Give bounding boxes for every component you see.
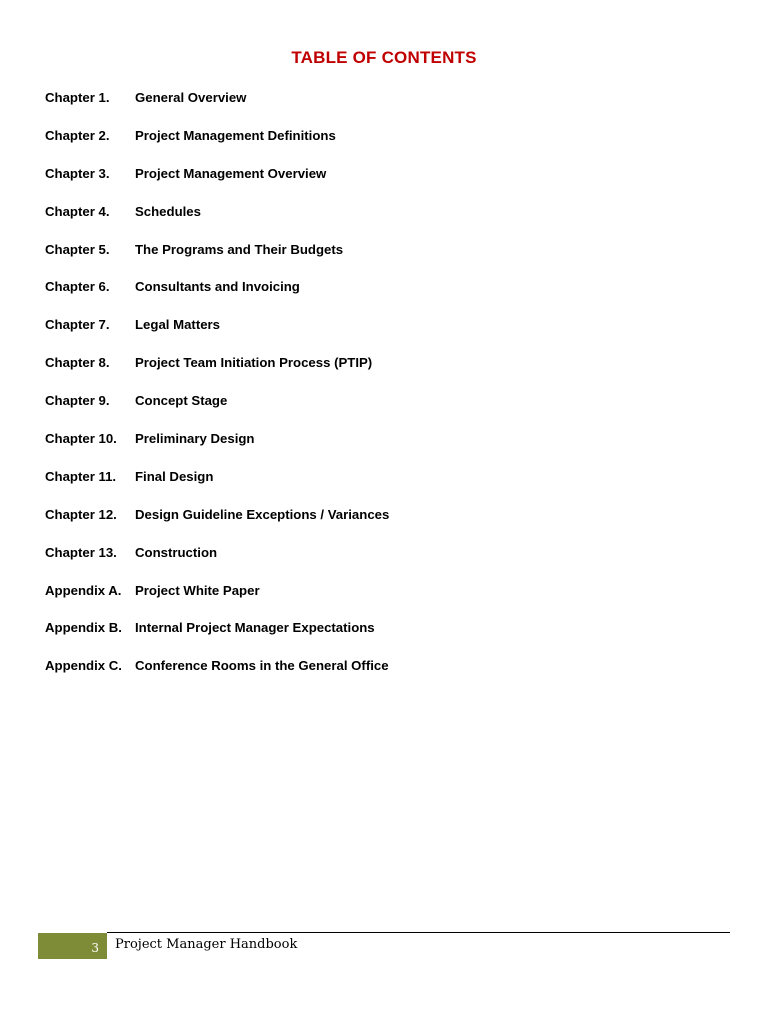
toc-entry-text: Schedules (135, 203, 201, 219)
toc-entry[interactable] (45, 202, 705, 240)
toc-entry-text: Project Management Definitions (135, 127, 336, 143)
toc-entry-label: Appendix B. (45, 620, 122, 636)
toc-entry[interactable] (45, 581, 705, 619)
toc-entry-text: Preliminary Design (135, 431, 255, 447)
footer-title: Project Manager Handbook (115, 937, 298, 952)
toc-entry[interactable] (45, 277, 705, 315)
toc-list (45, 88, 705, 694)
toc-entry[interactable] (45, 315, 705, 353)
toc-entry-label: Chapter 8. (45, 355, 110, 371)
toc-entry[interactable] (45, 467, 705, 505)
toc-entry-label: Chapter 2. (45, 127, 110, 143)
toc-entry-text: Conference Rooms in the General Office (135, 658, 389, 674)
toc-entry-text: Internal Project Manager Expectations (135, 620, 375, 636)
toc-entry-label: Chapter 9. (45, 393, 110, 409)
toc-entry-label: Chapter 12. (45, 506, 117, 522)
toc-entry-text: Construction (135, 544, 218, 560)
toc-entry[interactable] (45, 429, 705, 467)
toc-entry[interactable] (45, 391, 705, 429)
toc-entry-label: Chapter 11. (45, 468, 117, 484)
toc-entry[interactable] (45, 656, 705, 694)
toc-entry-text: Legal Matters (135, 317, 221, 333)
footer-rule (107, 932, 730, 933)
toc-entry-text: Consultants and Invoicing (135, 279, 300, 295)
toc-entry-label: Chapter 5. (45, 241, 110, 257)
toc-entry-text: Project Management Overview (135, 165, 327, 181)
toc-entry[interactable] (45, 88, 705, 126)
toc-entry[interactable] (45, 543, 705, 581)
page-number: 3 (91, 941, 99, 955)
toc-entry-label: Chapter 13. (45, 544, 117, 560)
toc-entry[interactable] (45, 505, 705, 543)
toc-entry[interactable] (45, 126, 705, 164)
toc-entry-text: General Overview (135, 90, 247, 105)
toc-entry-label: Appendix A. (45, 582, 122, 598)
toc-entry-label: Chapter 6. (45, 279, 110, 295)
toc-entry-text: Design Guideline Exceptions / Variances (135, 506, 390, 522)
toc-entry-label: Chapter 4. (45, 203, 110, 219)
toc-entry-label: Appendix C. (45, 658, 122, 674)
toc-entry-label: Chapter 1. (45, 90, 110, 105)
toc-entry-label: Chapter 10. (45, 431, 117, 447)
toc-entry[interactable] (45, 164, 705, 202)
toc-entry-text: The Programs and Their Budgets (135, 241, 344, 257)
toc-entry-label: Chapter 7. (45, 317, 110, 333)
toc-entry[interactable] (45, 353, 705, 391)
toc-entry-text: Project Team Initiation Process (PTIP) (135, 355, 373, 371)
footer-page-box (38, 933, 107, 959)
toc-entry[interactable] (45, 240, 705, 278)
toc-entry-text: Project White Paper (135, 582, 260, 598)
toc-entry-text: Final Design (135, 468, 214, 484)
toc-entry-text: Concept Stage (135, 393, 228, 409)
toc-entry[interactable] (45, 618, 705, 656)
toc-title: TABLE OF CONTENTS (291, 48, 477, 67)
toc-entry-label: Chapter 3. (45, 165, 110, 181)
